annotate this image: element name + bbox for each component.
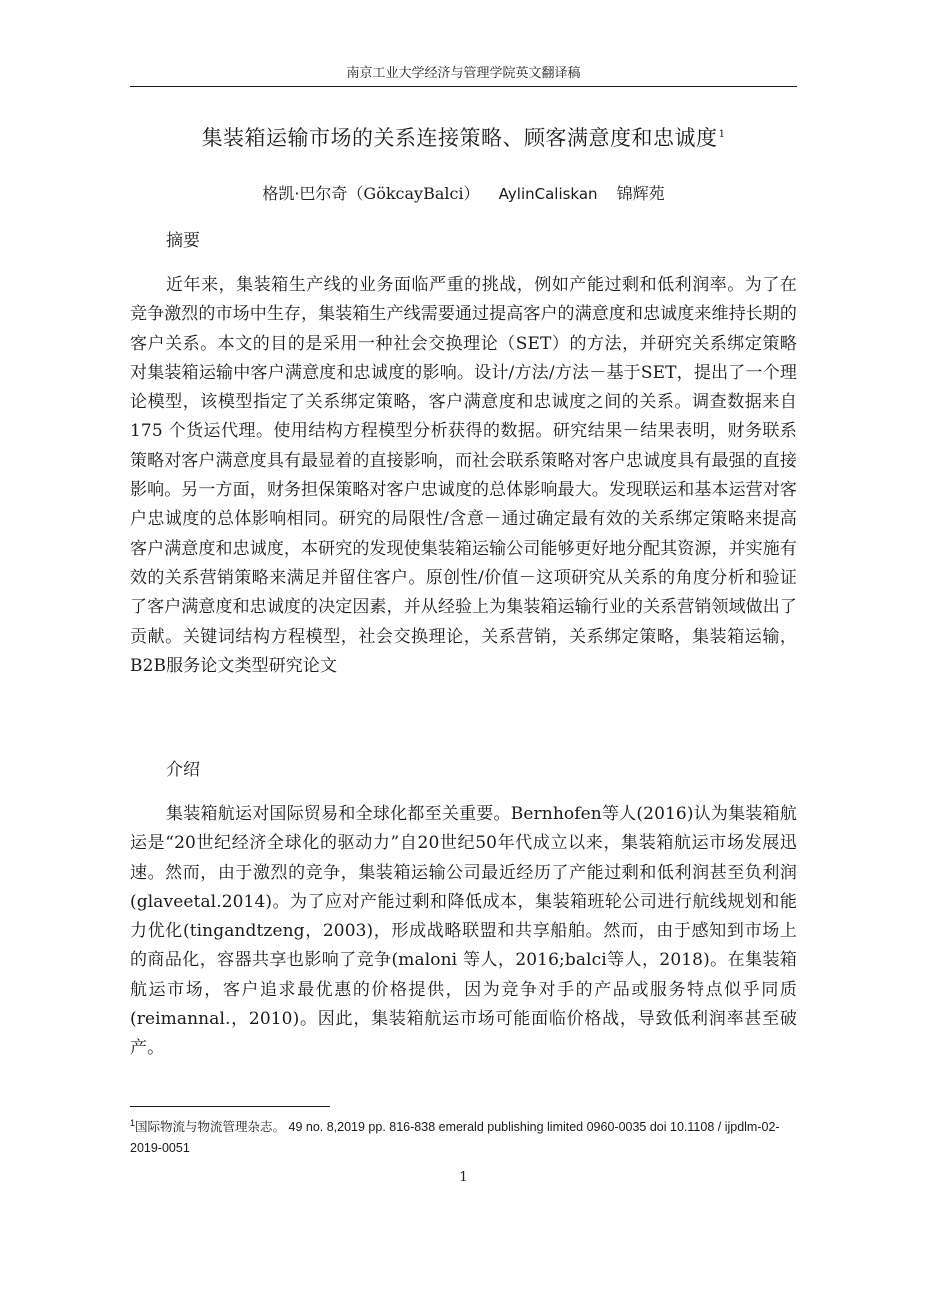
- header-rule: [130, 86, 797, 87]
- footnote-marker: 1: [130, 1118, 136, 1128]
- author-line: [130, 180, 797, 208]
- page-number: 1: [459, 1170, 468, 1185]
- running-header: 南京工业大学经济与管理学院英文翻译稿: [346, 66, 581, 81]
- paper-title-text: 集装箱运输市场的关系连接策略、顾客满意度和忠诚度: [201, 126, 718, 150]
- introduction-body: 集装箱航运对国际贸易和全球化都至关重要。Bernhofen等人(2016)认为集装箱航运是“20世纪经济全球化的驱动力”自20世纪50年代成立以来，集装箱航运市场发展迅速。然而，由于激烈的竞争，集装箱运输公司最近经历了产能过剩和低利润甚至负利润(glaveetal.2014)。为了应对产能过剩和降低成本，集装箱班轮公司进行航线规划和能力优化(tingandtzeng，2003)，形成战略联盟和共享船舶。然而，由于感知到市场上的商品化，容器共享也影响了竞争(maloni 等人，2016;balci等人，2018)。在集装箱航运市场，客户追求最优惠的价格提供，因为竞争对手的产品或服务特点似乎同质(reimannal.，2010)。因此，集装箱航运市场可能面临价格战，导致低利润率甚至破产。: [130, 804, 797, 1059]
- paper-title: [130, 118, 797, 155]
- footnote-text: 国际物流与物流管理杂志。 49 no. 8,2019 pp. 816-838 emerald publishing limited 0960-0035 doi 10.1108 / ijpdlm-02-2019-0051: [130, 1120, 780, 1156]
- footnote-rule: [130, 1106, 330, 1107]
- author-1: 格凯·巴尔奇（GökcayBalci）: [262, 184, 480, 203]
- introduction-heading: 介绍: [166, 760, 200, 780]
- abstract-heading: 摘要: [166, 231, 200, 251]
- title-footnote-marker: 1: [718, 129, 726, 140]
- footnote: [130, 1113, 797, 1159]
- author-2: AylinCaliskan: [498, 185, 598, 203]
- translator: 锦辉苑: [616, 184, 665, 203]
- abstract-body: 近年来，集装箱生产线的业务面临严重的挑战，例如产能过剩和低利润率。为了在竞争激烈的市场中生存，集装箱生产线需要通过提高客户的满意度和忠诚度来维持长期的客户关系。本文的目的是采用一种社会交换理论（SET）的方法，并研究关系绑定策略对集装箱运输中客户满意度和忠诚度的影响。设计/方法/方法－基于SET，提出了一个理论模型，该模型指定了关系绑定策略，客户满意度和忠诚度之间的关系。调查数据来自 175 个货运代理。使用结构方程模型分析获得的数据。研究结果－结果表明，财务联系策略对客户满意度具有最显着的直接影响，而社会联系策略对客户忠诚度具有最强的直接影响。另一方面，财务担保策略对客户忠诚度的总体影响最大。发现联运和基本运营对客户忠诚度的总体影响相同。研究的局限性/含意－通过确定最有效的关系绑定策略来提高客户满意度和忠诚度，本研究的发现使集装箱运输公司能够更好地分配其资源，并实施有效的关系营销策略来满足并留住客户。原创性/价值－这项研究从关系的角度分析和验证了客户满意度和忠诚度的决定因素，并从经验上为集装箱运输行业的关系营销领域做出了贡献。关键词结构方程模型，社会交换理论，关系营销，关系绑定策略，集装箱运输，B2B服务论文类型研究论文: [130, 275, 797, 676]
